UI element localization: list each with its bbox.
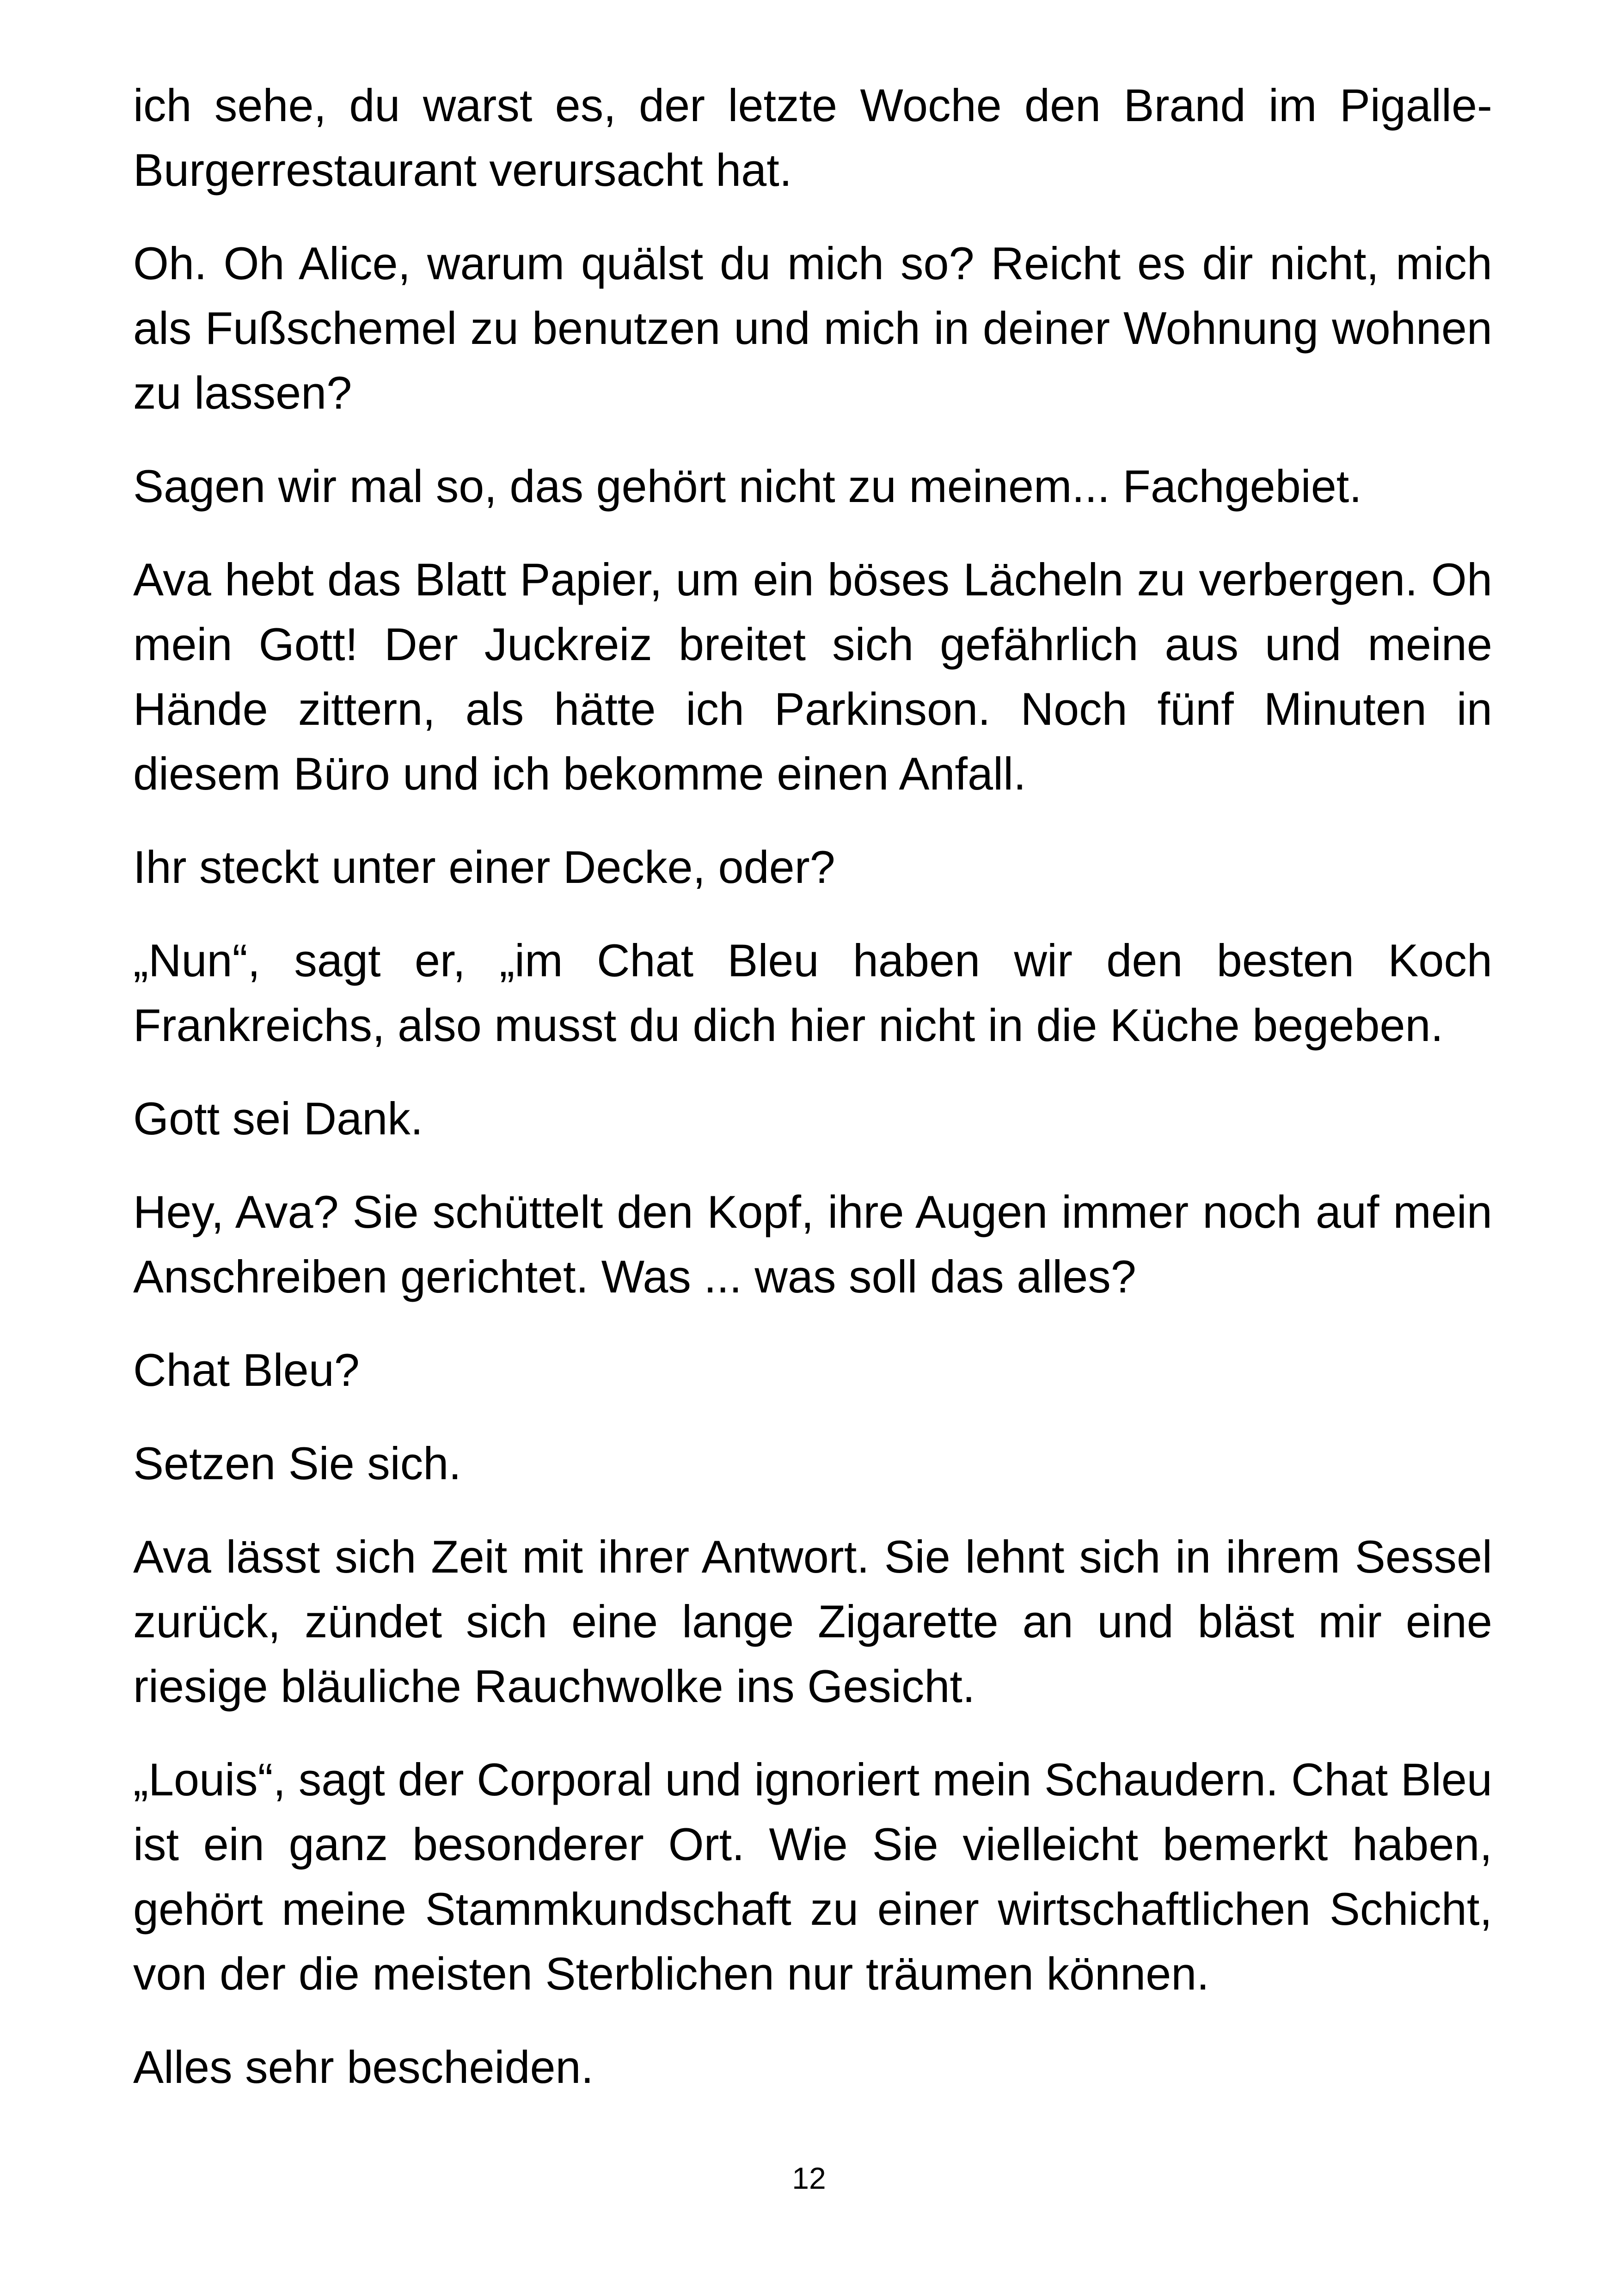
paragraph-11: Ava lässt sich Zeit mit ihrer Antwort. Sie lehnt sich in ihrem Sessel zurück, zündet sich eine lange Zigarette an und bläst mir eine riesige bläuliche Rauchwolke ins Gesicht. <box>133 1531 1492 1712</box>
body-text <box>133 73 1492 2128</box>
paragraph-10: Setzen Sie sich. <box>133 1438 461 1489</box>
paragraph-1: ich sehe, du warst es, der letzte Woche den Brand im Pigalle-Burgerrestaurant verursacht hat. <box>133 80 1492 196</box>
paragraph-4: Ava hebt das Blatt Papier, um ein böses Lächeln zu verbergen. Oh mein Gott! Der Juckreiz breitet sich gefährlich aus und meine Hände zittern, als hätte ich Parkinson. Noch fünf Minuten in diesem Büro und ich bekomme einen Anfall. <box>133 554 1492 799</box>
paragraph-7: Gott sei Dank. <box>133 1093 423 1144</box>
page-number: 12 <box>792 2161 826 2195</box>
paragraph-2: Oh. Oh Alice, warum quälst du mich so? Reicht es dir nicht, mich als Fußschemel zu benutzen und mich in deiner Wohnung wohnen zu lassen? <box>133 238 1492 418</box>
paragraph-13: Alles sehr bescheiden. <box>133 2041 594 2093</box>
paragraph-8: Hey, Ava? Sie schüttelt den Kopf, ihre Augen immer noch auf mein Anschreiben gerichtet. Was ... was soll das alles? <box>133 1186 1492 1302</box>
paragraph-9: Chat Bleu? <box>133 1344 360 1396</box>
paragraph-3: Sagen wir mal so, das gehört nicht zu meinem... Fachgebiet. <box>133 460 1362 512</box>
paragraph-5: Ihr steckt unter einer Decke, oder? <box>133 841 835 893</box>
paragraph-12: „Louis“, sagt der Corporal und ignoriert mein Schaudern. Chat Bleu ist ein ganz besonderer Ort. Wie Sie vielleicht bemerkt haben, gehört meine Stammkundschaft zu einer wirtschaftlichen Schicht, von der die meisten Sterblichen nur träumen können. <box>133 1754 1492 1999</box>
paragraph-6: „Nun“, sagt er, „im Chat Bleu haben wir den besten Koch Frankreichs, also musst du dich hier nicht in die Küche begeben. <box>133 935 1492 1051</box>
